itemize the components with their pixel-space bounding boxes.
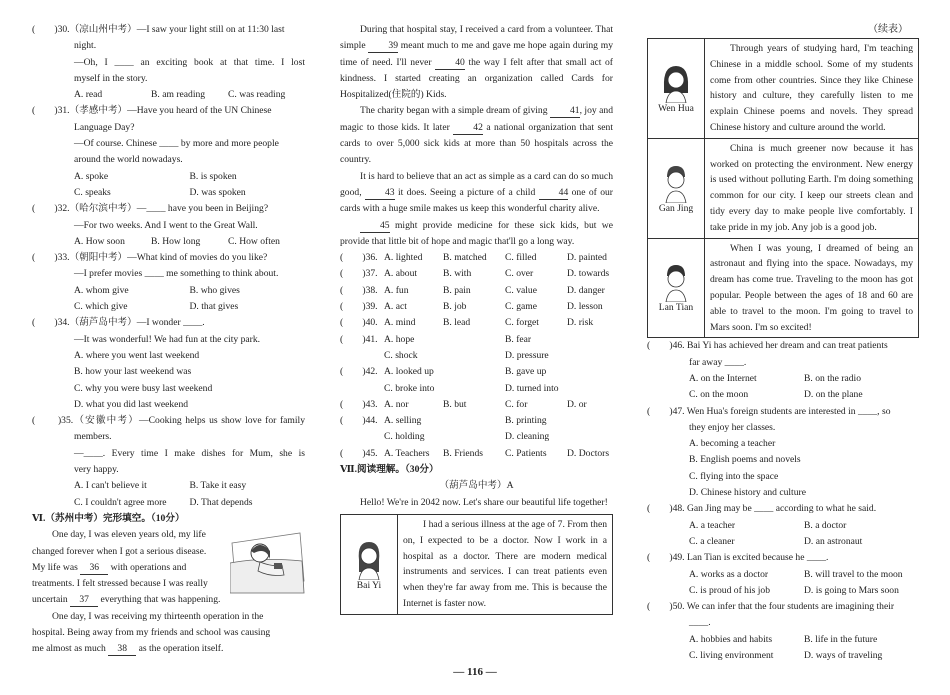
q31-options-2[interactable]: C. speaks D. was spoken (74, 186, 246, 198)
q34-option-c[interactable]: C. why you were busy last weekend (74, 382, 213, 394)
passage-intro: Hello! We're in 2042 now. Let's share our beautiful life together! (360, 496, 608, 508)
q34-option-b[interactable]: B. how your last weekend was (74, 366, 192, 378)
q46-line2: far away ____. (689, 356, 747, 368)
cloze-line: changed forever when I got a serious disease. (32, 545, 207, 557)
q50-options[interactable]: A. hobbies and habits B. life in the future (689, 633, 878, 645)
q48-options[interactable]: A. a teacher B. a doctor (689, 519, 847, 531)
q35-line1: ( )35.（安徽中考）—Cooking helps us show love for family (32, 415, 305, 427)
q31-options[interactable]: A. spoke B. is spoken (74, 170, 237, 182)
blank-37[interactable]: 37 (70, 594, 98, 607)
cloze-line: treatments. I felt stressed because I was really (32, 578, 208, 590)
blank-40[interactable]: 40 (435, 57, 465, 70)
question-47 (647, 404, 919, 502)
q34-line1: ( )34.（葫芦岛中考）—I wonder ____. (32, 317, 205, 329)
q31-line4: around the world nowadays. (74, 154, 183, 166)
q37-options[interactable]: ( )37. A. about B. with C. over D. towards (340, 268, 610, 280)
q32-options[interactable]: A. How soon B. How long C. How often (74, 235, 280, 247)
cloze-paragraph-1: During that hospital stay, I received a card from a volunteer. That simple 39 meant much to me and gave me hope again during my time of need. I'll never 40 the way I felt after that small act of kindness. I started creating an organization called Cards for Hospitalized(住院的) Kids. (340, 24, 613, 101)
question-32 (32, 201, 305, 250)
q47-option-b[interactable]: B. English poems and novels (689, 454, 801, 466)
question-48 (647, 501, 919, 550)
question-46 (647, 338, 919, 403)
q30-line2: night. (74, 40, 97, 52)
boy-portrait-icon (658, 163, 694, 203)
q48-line1: ( )48. Gan Jing may be ____ according to what he said. (647, 503, 877, 515)
question-30 (32, 22, 305, 103)
q38-options[interactable]: ( )38. A. fun B. pain C. value D. danger (340, 284, 605, 296)
lan-tian-row (648, 239, 918, 338)
students-table (647, 38, 919, 338)
q34-option-d[interactable]: D. what you did last weekend (74, 398, 189, 410)
bai-yi-name: Bai Yi (356, 579, 382, 591)
q42-options-2[interactable]: C. broke into D. turned into (384, 382, 559, 394)
wen-hua-text: Through years of studying hard, I'm teaching Chinese in a middle school. Some of my students come from other countries. Since they like Chinese history and culture, they carefully listen to me explain Chinese poems and novels. They spread Chinese history and culture around the world. (710, 43, 913, 133)
q47-line1: ( )47. Wen Hua's foreign students are interested in ____, so (647, 405, 891, 417)
q30-line4: myself in the story. (74, 72, 148, 84)
girl-portrait-icon (351, 538, 387, 580)
q49-options-2[interactable]: C. is proud of his job D. is going to Mars soon (689, 584, 899, 596)
blank-39[interactable]: 39 (368, 40, 398, 53)
cloze-text: uncertain (32, 594, 68, 606)
cloze-text: as the operation itself. (138, 643, 224, 655)
cloze-text: me almost as much (32, 643, 106, 655)
blank-36[interactable]: 36 (80, 562, 108, 575)
bai-yi-text: I had a serious illness at the age of 7. From then on, I expected to be a doctor. Now I work in a hospital as a doctor. There are modern medical instruments and services. I can treat patients even when they're far away from me. This is because the Internet is faster now. (403, 518, 607, 609)
gan-jing-avatar (648, 139, 705, 238)
column-middle (340, 22, 613, 615)
cloze-passage-start (32, 527, 305, 657)
cloze-paragraph-4: 45 might provide medicine for these sick kids, but we provide that little bit of hope and magic that'll go a long way. (340, 219, 613, 247)
q41-options[interactable]: ( )41. A. hope B. fear (340, 333, 532, 345)
q47-option-c[interactable]: C. flying into the space (689, 470, 779, 482)
q33-options-2[interactable]: C. which give D. that gives (74, 301, 239, 313)
q33-line1: ( )33.（朝阳中考）—What kind of movies do you like? (32, 252, 268, 264)
gan-jing-text: China is much greener now because it has worked on protecting the environment. New energy is used without polluting Earth. I'm doing something common for our city. I keep our streets clean and tidy every day to make people live comfortably. I take pride in my job. Any job is a good job. (710, 142, 913, 233)
q47-option-a[interactable]: A. becoming a teacher (689, 438, 776, 450)
column-left (32, 22, 305, 658)
q50-options-2[interactable]: C. living environment D. ways of traveling (689, 649, 883, 661)
wen-hua-row (648, 39, 918, 139)
blank-38[interactable]: 38 (108, 643, 136, 656)
wen-hua-avatar (648, 39, 705, 138)
question-34 (32, 315, 305, 413)
lan-tian-text: When I was young, I dreamed of being an astronaut and flying into the space. Nowadays, my dream has come true. Traveling to the moon has got popular. People between the ages of 18 and 60 are able to travel to the moon. I'm going to travel to Mars soon. I'm so excited! (710, 242, 913, 333)
q34-line2: —It was wonderful! We had fun at the city park. (74, 333, 261, 345)
cloze-options (340, 250, 613, 462)
q43-options[interactable]: ( )43. A. nor B. but C. for D. or (340, 398, 587, 410)
cloze-text: My life was (32, 561, 78, 573)
q40-options[interactable]: ( )40. A. mind B. lead C. forget D. risk (340, 317, 594, 329)
q31-line1: ( )31.（孝感中考）—Have you heard of the UN Chinese (32, 105, 272, 117)
bai-yi-avatar (341, 515, 398, 614)
question-50 (647, 599, 919, 664)
column-right (647, 38, 919, 664)
q48-options-2[interactable]: C. a cleaner D. an astronaut (689, 535, 863, 547)
q50-line1: ( )50. We can infer that the four students are imagining their (647, 601, 895, 613)
blank-42[interactable]: 42 (453, 122, 483, 135)
q44-options[interactable]: ( )44. A. selling B. printing (340, 415, 547, 427)
q32-line1: ( )32.（哈尔滨中考）—____ have you been in Beijing? (32, 203, 269, 215)
q50-line2: ____. (689, 617, 711, 629)
bai-yi-card (340, 514, 613, 615)
q47-option-d[interactable]: D. Chinese history and culture (689, 487, 806, 499)
boy-portrait-icon (658, 262, 694, 302)
q33-line2: —I prefer movies ____ me something to think about. (74, 268, 279, 280)
q30-line1: ( )30.（凉山州中考）—I saw your light still on at 11:30 last (32, 24, 285, 35)
q49-line1: ( )49. Lan Tian is excited because he ____. (647, 552, 829, 564)
question-49 (647, 550, 919, 599)
q35-line2: members. (74, 431, 112, 443)
q46-line1: ( )46. Bai Yi has achieved her dream and can treat patients (647, 340, 888, 352)
q49-options[interactable]: A. works as a doctor B. will travel to the moon (689, 568, 903, 580)
blank-43[interactable]: 43 (365, 187, 395, 200)
cloze-paragraph-2: The charity began with a simple dream of giving 41, joy and magic to those kids. It later 42 a national organization that sent cards to over 5,000 sick kids at more than 50 hospitals across the country. (340, 105, 613, 166)
question-33 (32, 250, 305, 315)
girl-portrait-icon (658, 63, 694, 103)
passage-a-source: （葫芦岛中考）A (439, 480, 514, 492)
lan-tian-name: Lan Tian (658, 302, 694, 314)
continued-label: （续表） (868, 24, 908, 35)
question-31 (32, 103, 305, 201)
q42-options[interactable]: ( )42. A. looked up B. gave up (340, 366, 547, 378)
cloze-line: One day, I was receiving my thirteenth operation in the (52, 610, 264, 622)
cloze-paragraph-3: It is hard to believe that an act as simple as a card can do so much good, 43 it does. Seeing a picture of a child 44 one of our cards with a huge smile makes us keep this wonderful charity alive. (340, 170, 613, 215)
blank-44[interactable]: 44 (539, 187, 569, 200)
section-7-heading: Ⅶ.阅读理解。（30分） (340, 464, 439, 476)
q36-options[interactable]: ( )36. A. lighted B. matched C. filled D. painted (340, 252, 607, 264)
section-6-heading: Ⅵ.（苏州中考）完形填空。（10分） (32, 512, 185, 524)
q47-line2: they enjoy her classes. (689, 421, 776, 433)
page-number: — 116 — (453, 666, 497, 678)
wen-hua-name: Wen Hua (658, 102, 694, 114)
cloze-line: One day, I was eleven years old, my life (52, 529, 206, 541)
q31-line3: —Of course. Chinese ____ by more and more people (74, 138, 279, 150)
q45-options[interactable]: ( )45. A. Teachers B. Friends C. Patients D. Doctors (340, 447, 610, 459)
q33-options[interactable]: A. whom give B. who gives (74, 284, 240, 296)
q46-options-2[interactable]: C. on the moon D. on the plane (689, 389, 863, 401)
q44-options-2[interactable]: C. holding D. cleaning (384, 431, 550, 443)
q30-line3: —Oh, I ____ an exciting book at that time. I lost (74, 56, 305, 68)
q35-line4: very happy. (74, 464, 119, 476)
gan-jing-row (648, 139, 918, 239)
girl-in-bed-illustration (230, 523, 306, 595)
cloze-text: with operations and (110, 561, 187, 573)
q39-options[interactable]: ( )39. A. act B. job C. game D. lesson (340, 301, 603, 313)
q46-options[interactable]: A. on the Internet B. on the radio (689, 372, 862, 384)
q31-line2: Language Day? (74, 121, 135, 133)
q35-line3: —____. Every time I make dishes for Mum, she is (74, 447, 305, 459)
q32-line2: —For two weeks. And I went to the Great Wall. (74, 219, 258, 231)
q35-options-2[interactable]: C. I couldn't agree more D. That depends (74, 496, 253, 508)
lan-tian-avatar (648, 239, 705, 338)
q34-option-a[interactable]: A. where you went last weekend (74, 349, 200, 361)
blank-45[interactable]: 45 (360, 220, 390, 233)
question-35 (32, 413, 305, 511)
cloze-line: hospital. Being away from my friends and school was causing (32, 626, 271, 638)
q35-options[interactable]: A. I can't believe it B. Take it easy (74, 480, 247, 492)
cloze-text: everything that was happening. (100, 594, 221, 606)
gan-jing-name: Gan Jing (658, 202, 694, 214)
q30-options[interactable]: A. read B. am reading C. was reading (74, 89, 286, 101)
q41-options-2[interactable]: C. shock D. pressure (384, 349, 549, 361)
blank-41[interactable]: 41 (550, 105, 580, 118)
